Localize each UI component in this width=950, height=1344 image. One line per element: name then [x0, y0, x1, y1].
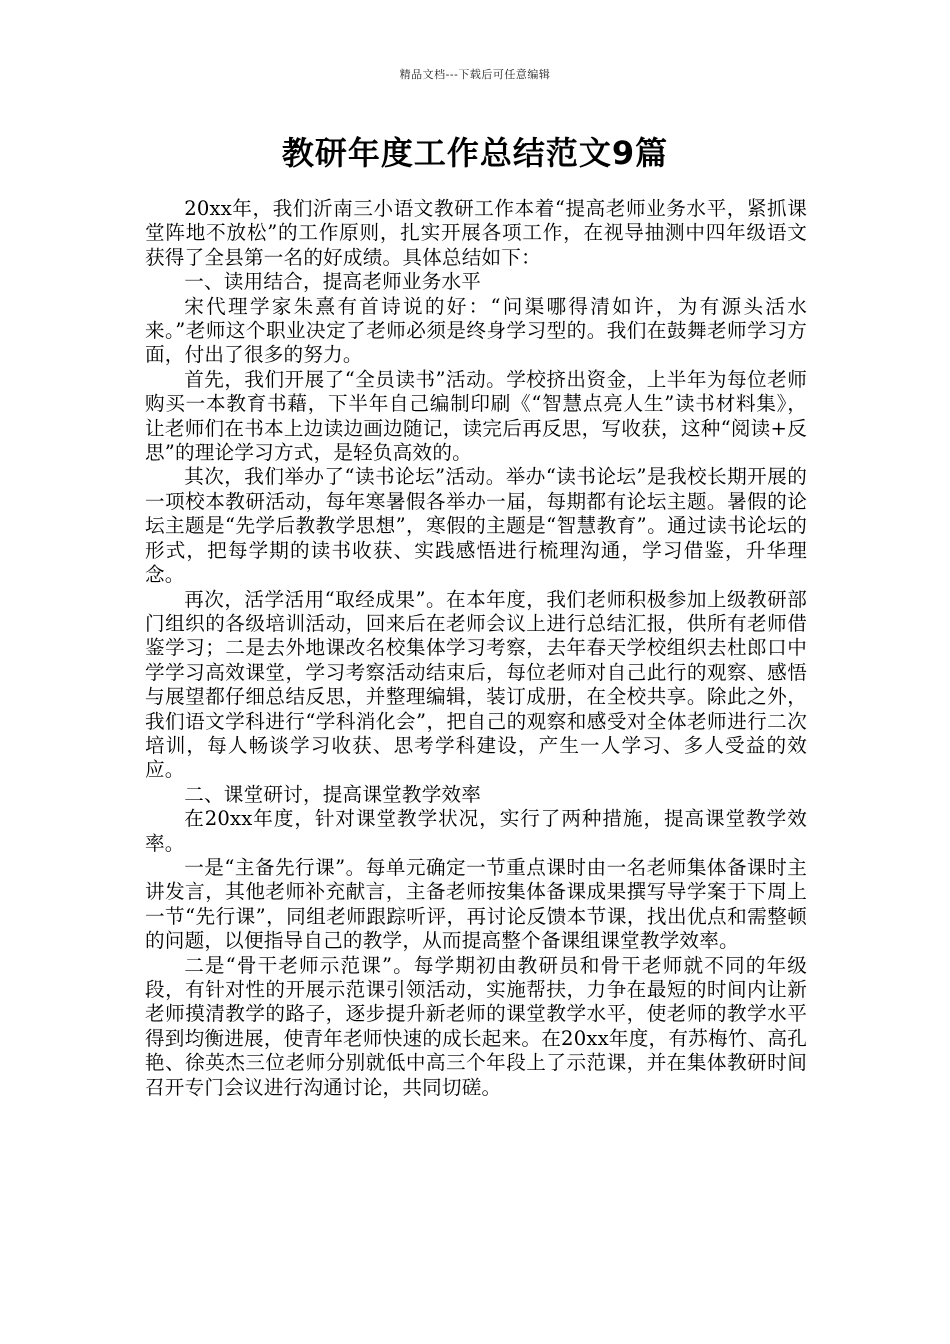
paragraph: 其次，我们举办了“读书论坛”活动。举办“读书论坛”是我校长期开展的一项校本教研活动，每年寒暑假各举办一届，每期都有论坛主题。暑假的论坛主题是“先学后教教学思想”，寒假的主题是“智慧教育”。通过读书论坛的形式，把每学期的读书收获、实践感悟进行梳理沟通，学习借鉴，升华理念。 — [145, 465, 807, 587]
intro-paragraph: 20xx年，我们沂南三小语文教研工作本着“提高老师业务水平，紧抓课堂阵地不放松”的工作原则，扎实开展各项工作，在视导抽测中四年级语文获得了全县第一名的好成绩。具体总结如下： — [145, 197, 807, 269]
header-note: 精品文档---下载后可任意编辑 — [399, 68, 551, 81]
section-heading-1: 一、读用结合，提高老师业务水平 — [184, 270, 482, 294]
paragraph: 一是“主备先行课”。每单元确定一节重点课时由一名老师集体备课时主讲发言，其他老师补充献言，主备老师按集体备课成果撰写导学案于下周上一节“先行课”，同组老师跟踪听评，再讨论反馈本节课，找出优点和需整顿的问题，以便指导自己的教学，从而提高整个备课组课堂教学效率。 — [145, 855, 807, 953]
paragraph: 二是“骨干老师示范课”。每学期初由教研员和骨干老师就不同的年级段，有针对性的开展示范课引领活动，实施帮扶，力争在最短的时间内让新老师摸清教学的路子，逐步提升新老师的课堂教学水平，使老师的教学水平得到均衡进展，使青年老师快速的成长起来。在20xx年度，有苏梅竹、高孔艳、徐英杰三位老师分别就低中高三个年段上了示范课，并在集体教研时间召开专门会议进行沟通讨论，共同切磋。 — [145, 953, 807, 1099]
document-body — [145, 197, 807, 1100]
paragraph: 首先，我们开展了“全员读书”活动。学校挤出资金，上半年为每位老师购买一本教育书藉，下半年自己编制印刷《“智慧点亮人生”读书材料集》，让老师们在书本上边读边画边随记，读完后再反思，写收获，这种“阅读+反思”的理论学习方式，是轻负高效的。 — [145, 367, 807, 465]
section-heading-2: 二、课堂研讨，提高课堂教学效率 — [184, 782, 482, 806]
document-title: 教研年度工作总结范文9篇 — [281, 134, 669, 172]
paragraph: 宋代理学家朱熹有首诗说的好：“问渠哪得清如许，为有源头活水来。”老师这个职业决定了老师必须是终身学习型的。我们在鼓舞老师学习方面，付出了很多的努力。 — [145, 294, 807, 367]
paragraph: 再次，活学活用“取经成果”。在本年度，我们老师积极参加上级教研部门组织的各级培训活动，回来后在老师会议上进行总结汇报，供所有老师借鉴学习；二是去外地课改名校集体学习考察，去年春天学校组织去杜郎口中学学习高效课堂，学习考察活动结束后，每位老师对自己此行的观察、感悟与展望都仔细总结反思，并整理编辑，装订成册，在全校共享。除此之外，我们语文学科进行“学科消化会”，把自己的观察和感受对全体老师进行二次培训，每人畅谈学习收获、思考学科建设，产生一人学习、多人受益的效应。 — [145, 587, 807, 782]
paragraph: 在20xx年度，针对课堂教学状况，实行了两种措施，提高课堂教学效率。 — [145, 807, 807, 855]
